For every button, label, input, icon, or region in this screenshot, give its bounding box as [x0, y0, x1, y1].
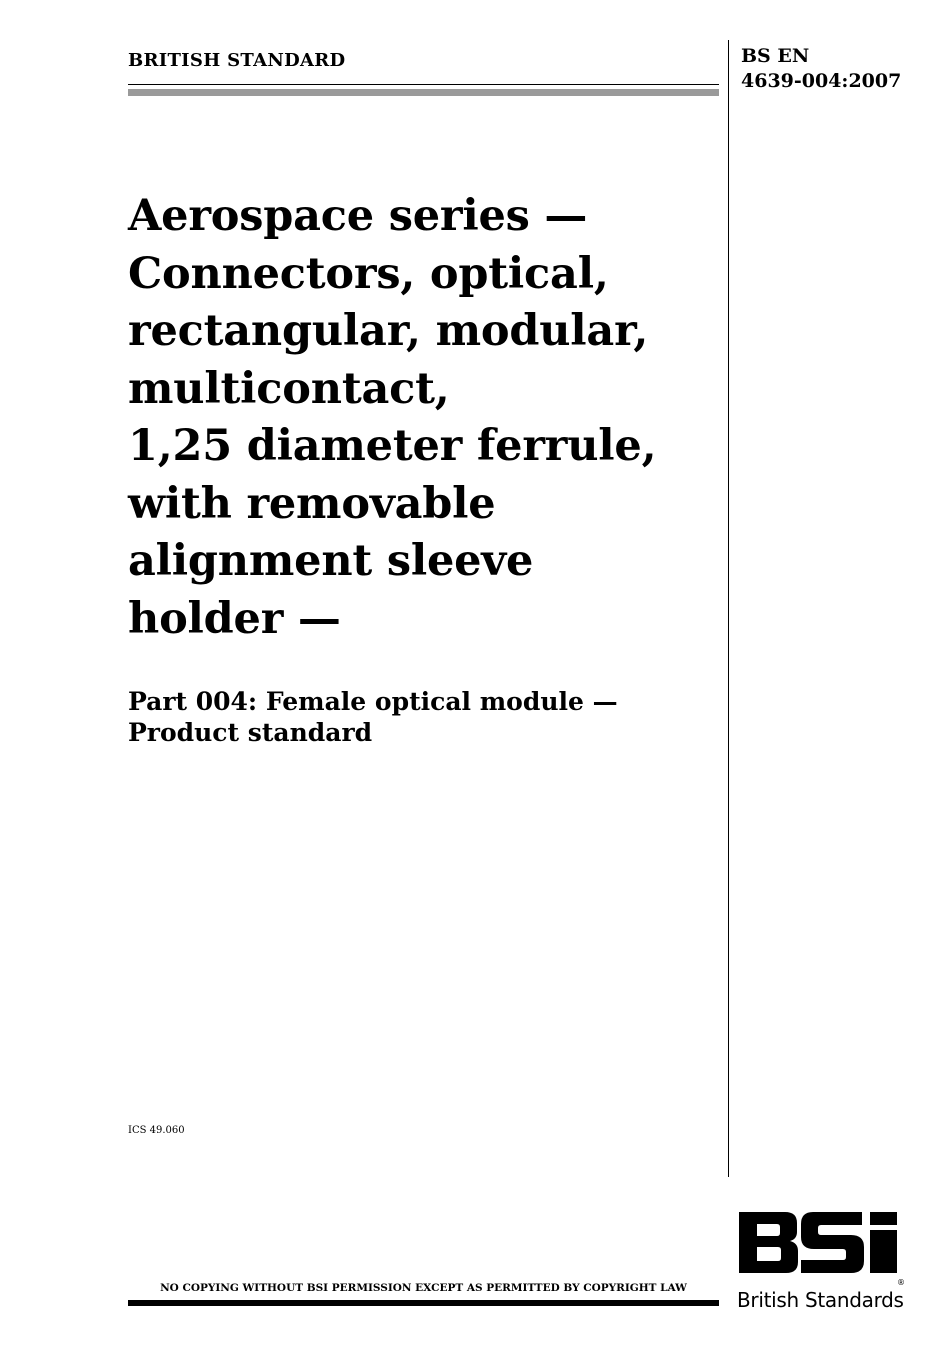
bsi-wordmark: British Standards: [737, 1288, 904, 1312]
document-title: [128, 188, 718, 648]
copyright-notice: NO COPYING WITHOUT BSI PERMISSION EXCEPT AS PERMITTED BY COPYRIGHT LAW: [160, 1282, 687, 1294]
header-rule-thin: [128, 84, 719, 85]
vertical-divider: [728, 40, 729, 1177]
subtitle-line: Product standard: [128, 718, 373, 747]
standard-type-label: BRITISH STANDARD: [128, 50, 346, 71]
title-line: Connectors, optical,: [128, 248, 609, 299]
ics-code: ICS 49.060: [128, 1125, 185, 1136]
title-line: alignment sleeve: [128, 536, 534, 586]
document-number-line-2: 4639-004:2007: [741, 70, 902, 92]
document-number: [741, 44, 901, 94]
title-line: multicontact,: [128, 363, 450, 414]
subtitle-line: Part 004: Female optical module —: [128, 687, 618, 716]
title-line: with removable: [128, 478, 496, 529]
document-number-line-1: BS EN: [741, 45, 810, 67]
registered-mark: ®: [897, 1278, 905, 1287]
title-line: rectangular, modular,: [128, 306, 649, 356]
title-line: holder —: [128, 593, 341, 644]
title-line: Aerospace series —: [128, 191, 588, 241]
footer-rule: [128, 1300, 719, 1306]
document-subtitle: [128, 686, 718, 748]
title-line: 1,25 diameter ferrule,: [128, 421, 657, 471]
header-rule-thick: [128, 89, 719, 96]
